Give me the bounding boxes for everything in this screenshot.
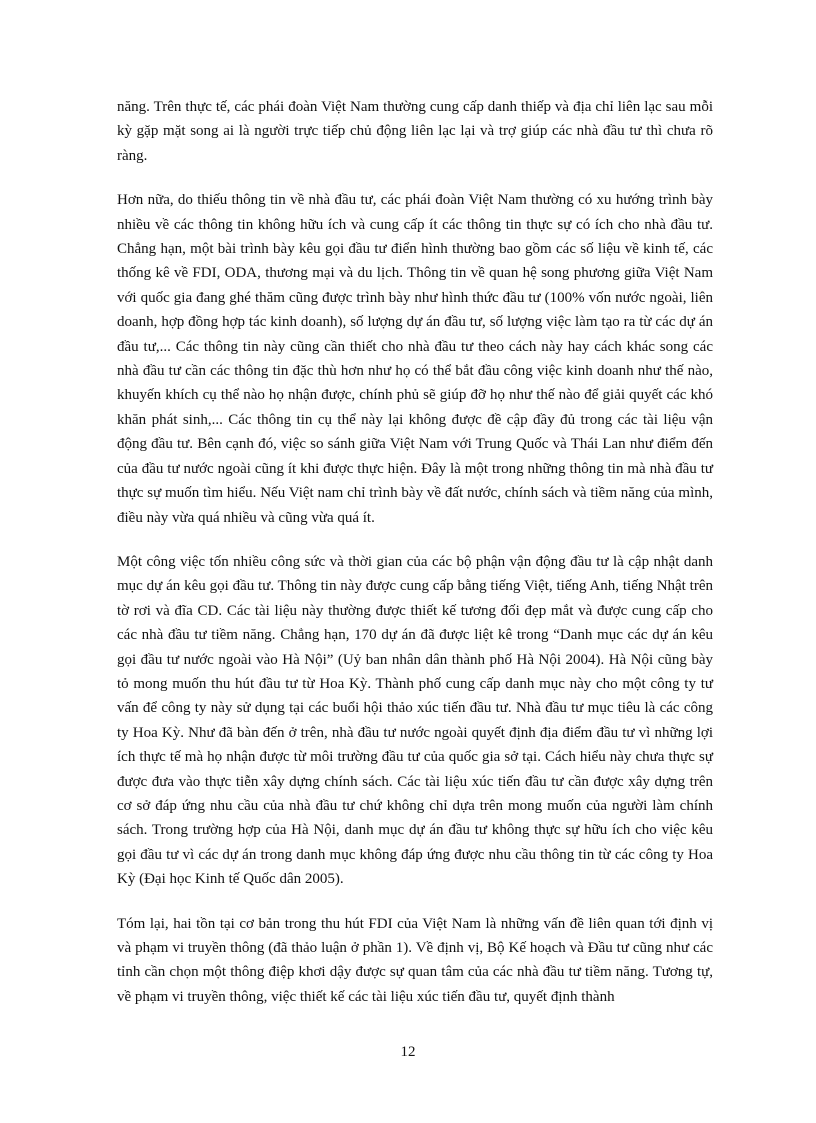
paragraph-3: Một công việc tốn nhiều công sức và thời gian của các bộ phận vận động đầu tư là cập nhật danh mục dự án kêu gọi đầu tư. Thông tin này được cung cấp bằng tiếng Việt, tiếng Anh, tiếng Nhật trên tờ rơi và đĩa CD. Các tài liệu này thường được thiết kế tương đối đẹp mắt và được cung cấp cho các nhà đầu tư tiềm năng. Chẳng hạn, 170 dự án đã được liệt kê trong “Danh mục các dự án kêu gọi đầu tư nước ngoài vào Hà Nội” (Uỷ ban nhân dân thành phố Hà Nội 2004). Hà Nội cũng bày tỏ mong muốn thu hút đầu tư từ Hoa Kỳ. Thành phố cung cấp danh mục này cho một công ty tư vấn để công ty này sử dụng tại các buổi hội thảo xúc tiến đầu tư. Nhà đầu tư mục tiêu là các công ty Hoa Kỳ. Như đã bàn đến ở trên, nhà đầu tư nước ngoài quyết định địa điểm đầu tư vì những lợi ích thực tế mà họ nhận được từ môi trường đầu tư của quốc gia sở tại. Cách hiểu này chưa thực sự được đưa vào thực tiễn xây dựng chính sách. Các tài liệu xúc tiến đầu tư cần được xây dựng trên cơ sở đáp ứng nhu cầu của nhà đầu tư chứ không chỉ dựa trên mong muốn của người làm chính sách. Trong trường hợp của Hà Nội, danh mục dự án đầu tư không thực sự hữu ích cho việc kêu gọi đầu tư vì các dự án trong danh mục không đáp ứng được nhu cầu thông tin từ các công ty Hoa Kỳ (Đại học Kinh tế Quốc dân 2005).	[117, 553, 713, 888]
paragraph-4: Tóm lại, hai tồn tại cơ bản trong thu hút FDI của Việt Nam là những vấn đề liên quan tới định vị và phạm vi truyền thông (đã thảo luận ở phần 1). Về định vị, Bộ Kế hoạch và Đầu tư cũng như các tỉnh cần chọn một thông điệp khơi dậy được sự quan tâm của các nhà đầu tư tiềm năng. Tương tự, về phạm vi truyền thông, việc thiết kế các tài liệu xúc tiến đầu tư, quyết định thành	[117, 915, 713, 1005]
page-number: 12	[400, 1044, 416, 1060]
paragraph-2: Hơn nữa, do thiếu thông tin về nhà đầu tư, các phái đoàn Việt Nam thường có xu hướng trình bày nhiều về các thông tin không hữu ích và cung cấp ít các thông tin thực sự có ích cho nhà đầu tư. Chẳng hạn, một bài trình bày kêu gọi đầu tư điển hình thường bao gồm các số liệu về kinh tế, các thống kê về FDI, ODA, thương mại và du lịch. Thông tin về quan hệ song phương giữa Việt Nam với quốc gia đang ghé thăm cũng được trình bày như hình thức đầu tư (100% vốn nước ngoài, liên doanh, hợp đồng hợp tác kinh doanh), số lượng dự án đầu tư, số lượng việc làm tạo ra từ các dự án đầu tư,... Các thông tin này cũng cần thiết cho nhà đầu tư theo cách này hay cách khác song các nhà đầu tư cần các thông tin đặc thù hơn như họ có thể bắt đầu công việc kinh doanh như thế nào, khuyến khích cụ thể nào họ nhận được, chính phủ sẽ giúp đỡ họ như thế nào để giải quyết các khó khăn phát sinh,... Các thông tin cụ thể này lại không được đề cập đầy đủ trong các tài liệu vận động đầu tư. Bên cạnh đó, việc so sánh giữa Việt Nam với Trung Quốc và Thái Lan như điểm đến của đầu tư nước ngoài cũng ít khi được thực hiện. Đây là một trong những thông tin mà nhà đầu tư thực sự muốn tìm hiểu. Nếu Việt nam chỉ trình bày về đất nước, chính sách và tiềm năng của mình, điều này vừa quá nhiều và cũng vừa quá ít.	[117, 192, 713, 526]
paragraph-1: năng. Trên thực tế, các phái đoàn Việt Nam thường cung cấp danh thiếp và địa chỉ liên lạc sau mỗi kỳ gặp mặt song ai là người trực tiếp chủ động liên lạc lại và trợ giúp các nhà đầu tư thì chưa rõ ràng.	[117, 99, 713, 164]
page-body	[117, 95, 713, 1009]
